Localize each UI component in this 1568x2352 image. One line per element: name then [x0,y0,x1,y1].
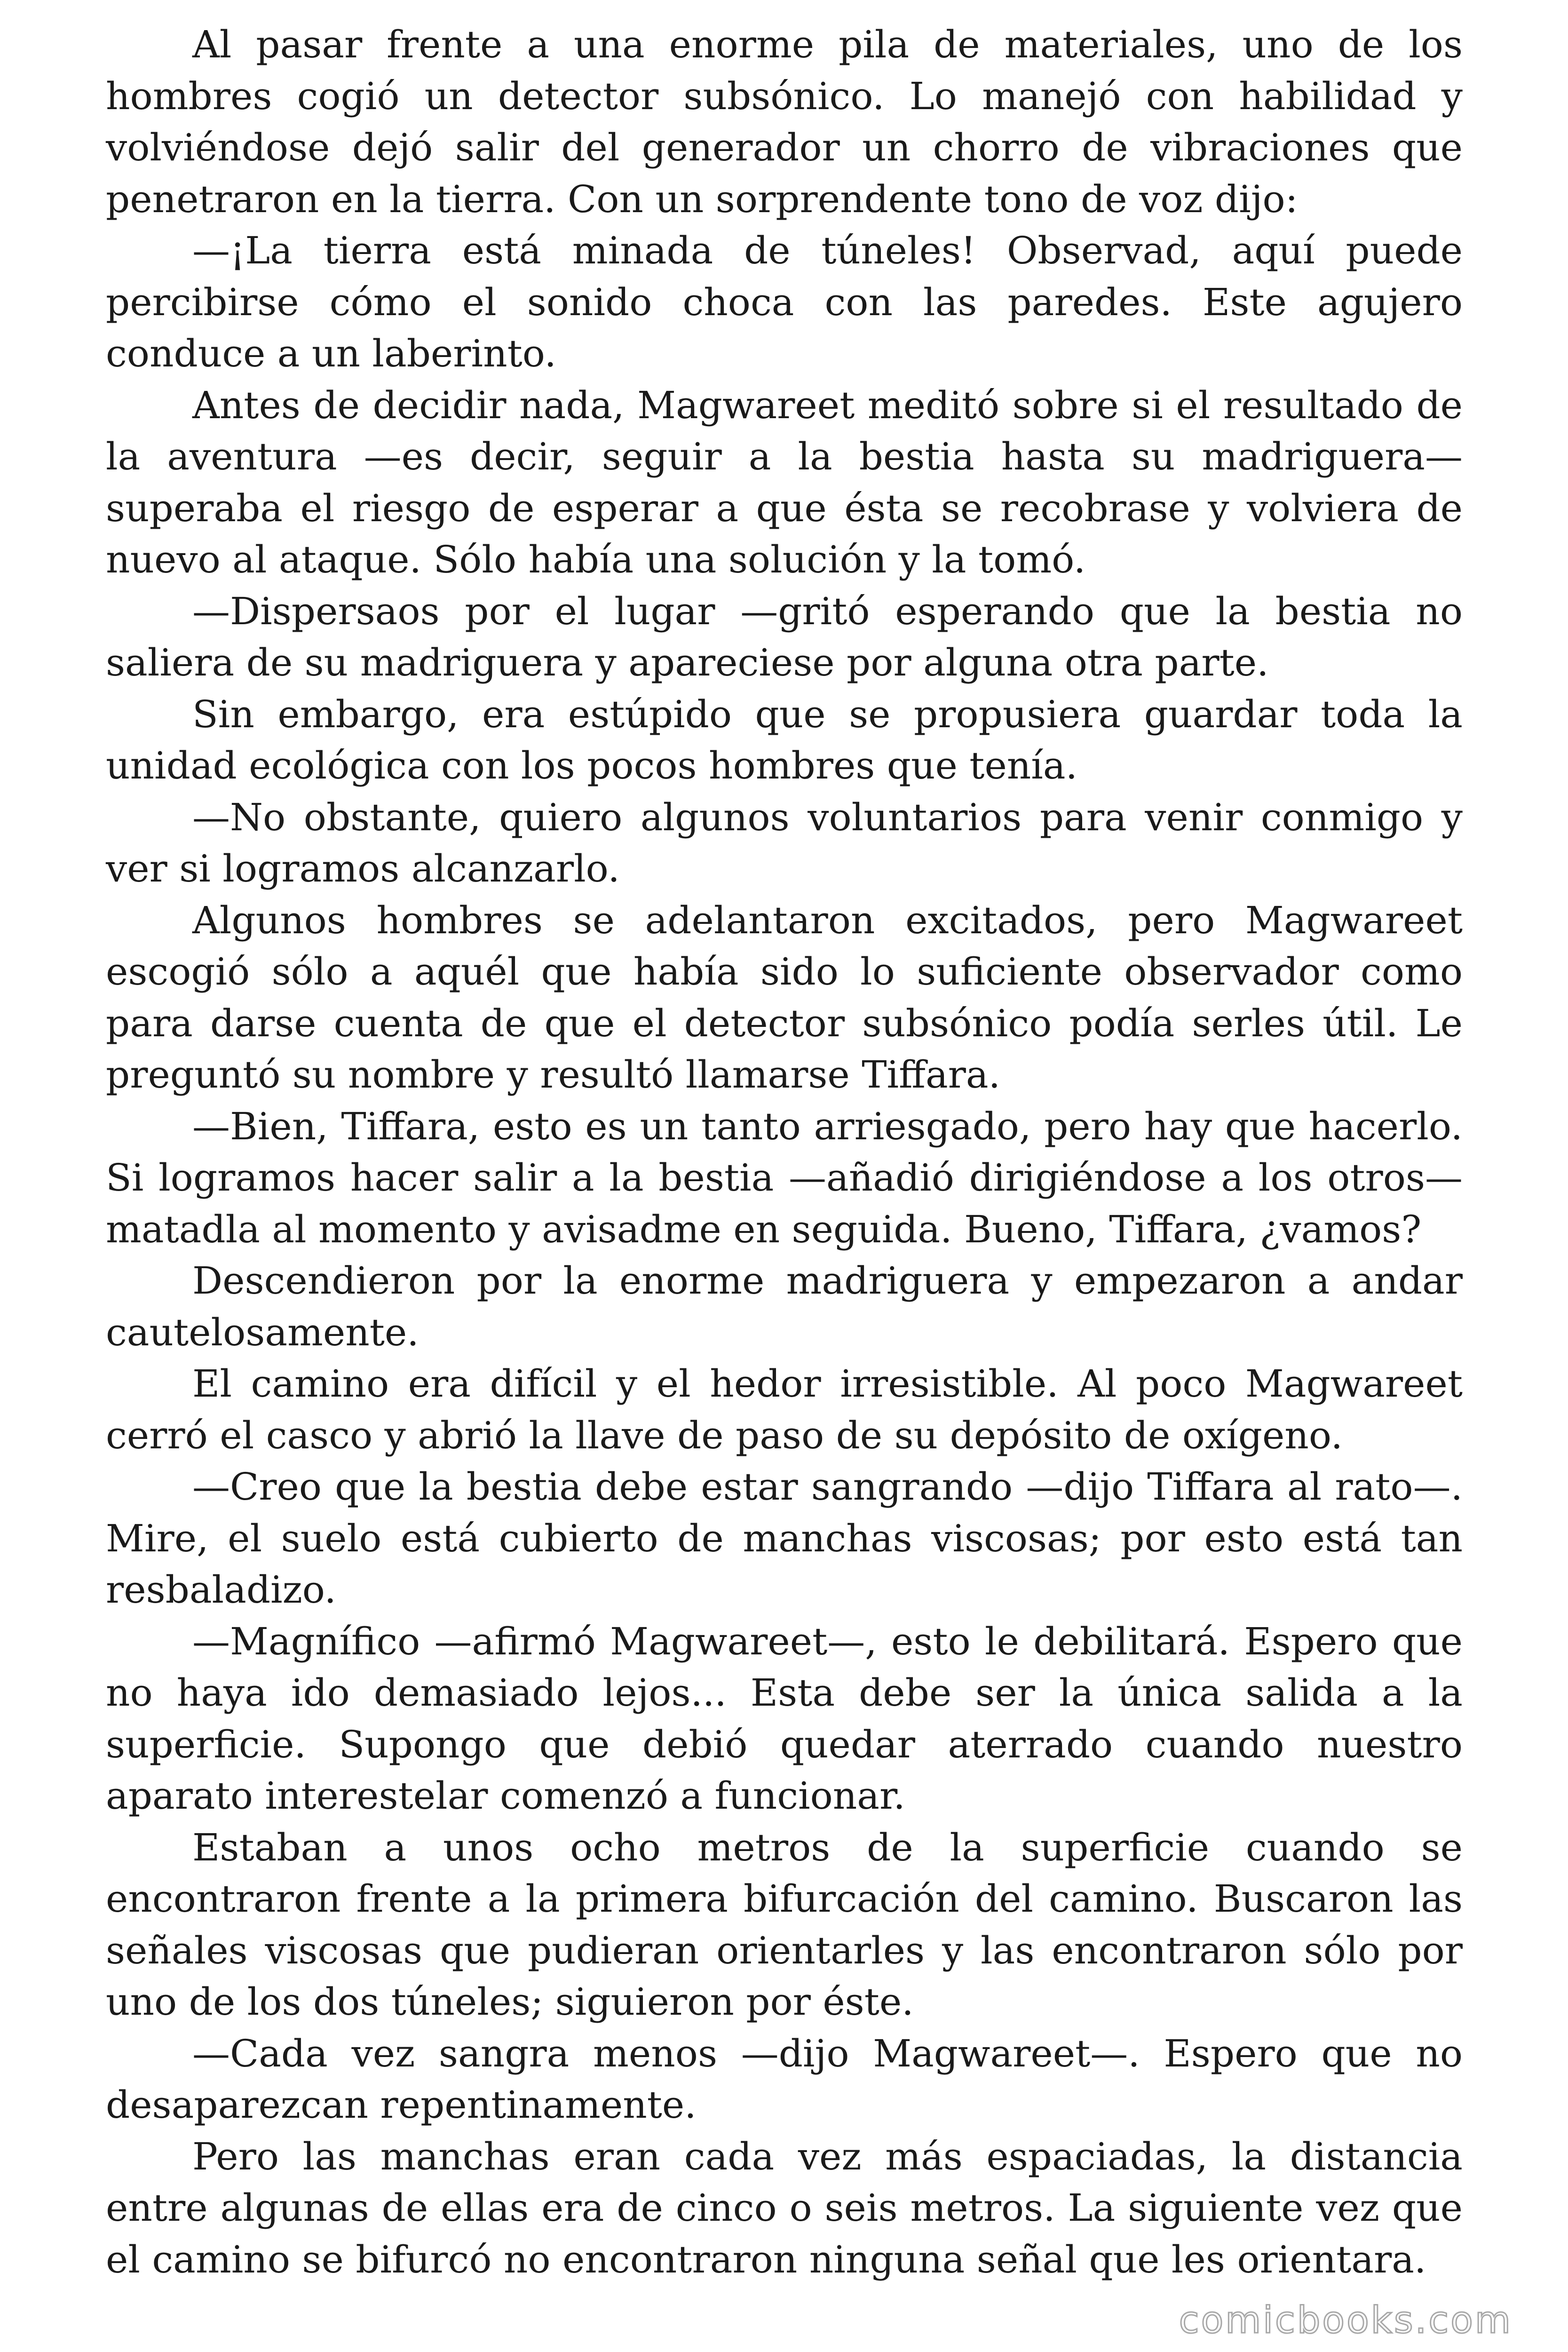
paragraph: Pero las manchas eran cada vez más espaciadas, la distancia entre algunas de ellas era de cinco o seis metros. La siguiente vez que el camino se bifurcó no encontraron ninguna señal que les orientara. [106,2134,1463,2281]
paragraph: El camino era difícil y el hedor irresistible. Al poco Magwareet cerró el casco y abrió la llave de paso de su depósito de oxígeno. [106,1362,1463,1457]
paragraph: Algunos hombres se adelantaron excitados, pero Magwareet escogió sólo a aquél que había sido lo suficiente observador como para darse cuenta de que el detector subsónico podía serles útil. Le preguntó su nombre y resultó llamarse Tiffara. [106,898,1463,1097]
paragraph: —Dispersaos por el lugar —gritó esperando que la bestia no saliera de su madriguera y apareciese por alguna otra parte. [106,589,1463,684]
paragraph: Sin embargo, era estúpido que se propusiera guardar toda la unidad ecológica con los pocos hombres que tenía. [106,692,1463,787]
paragraph: Descendieron por la enorme madriguera y empezaron a andar cautelosamente. [106,1259,1463,1354]
watermark: comicbooks.com [1179,2299,1513,2342]
paragraph: Al pasar frente a una enorme pila de materiales, uno de los hombres cogió un detector subsónico. Lo manejó con habilidad y volviéndose dejó salir del generador un chorro de vibraciones que penetraron en la tierra. Con un sorprendente tono de voz dijo: [106,23,1463,221]
document-body [106,19,1463,2285]
paragraph: —No obstante, quiero algunos voluntarios para venir conmigo y ver si logramos alcanzarlo. [106,795,1463,890]
paragraph: —¡La tierra está minada de túneles! Observad, aquí puede percibirse cómo el sonido choca con las paredes. Este agujero conduce a un laberinto. [106,229,1463,375]
paragraph: Antes de decidir nada, Magwareet meditó sobre si el resultado de la aventura —es decir, seguir a la bestia hasta su madriguera— superaba el riesgo de esperar a que ésta se recobrase y volviera de nuevo al ataque. Sólo había una solución y la tomó. [106,383,1463,581]
paragraph: —Cada vez sangra menos —dijo Magwareet—. Espero que no desaparezcan repentinamente. [106,2031,1463,2127]
paragraph: —Magnífico —afirmó Magwareet—, esto le debilitará. Espero que no haya ido demasiado lejos... Esta debe ser la única salida a la superficie. Supongo que debió quedar aterrado cuando nuestro aparato interestelar comenzó a funcionar. [106,1619,1463,1818]
paragraph: Estaban a unos ocho metros de la superficie cuando se encontraron frente a la primera bifurcación del camino. Buscaron las señales viscosas que pudieran orientarles y las encontraron sólo por uno de los dos túneles; siguieron por éste. [106,1825,1463,2024]
paragraph: —Bien, Tiffara, esto es un tanto arriesgado, pero hay que hacerlo. Si logramos hacer salir a la bestia —añadió dirigiéndose a los otros— matadla al momento y avisadme en seguida. Bueno, Tiffara, ¿vamos? [106,1104,1463,1251]
paragraph: —Creo que la bestia debe estar sangrando —dijo Tiffara al rato—. Mire, el suelo está cubierto de manchas viscosas; por esto está tan resbaladizo. [106,1465,1463,1612]
